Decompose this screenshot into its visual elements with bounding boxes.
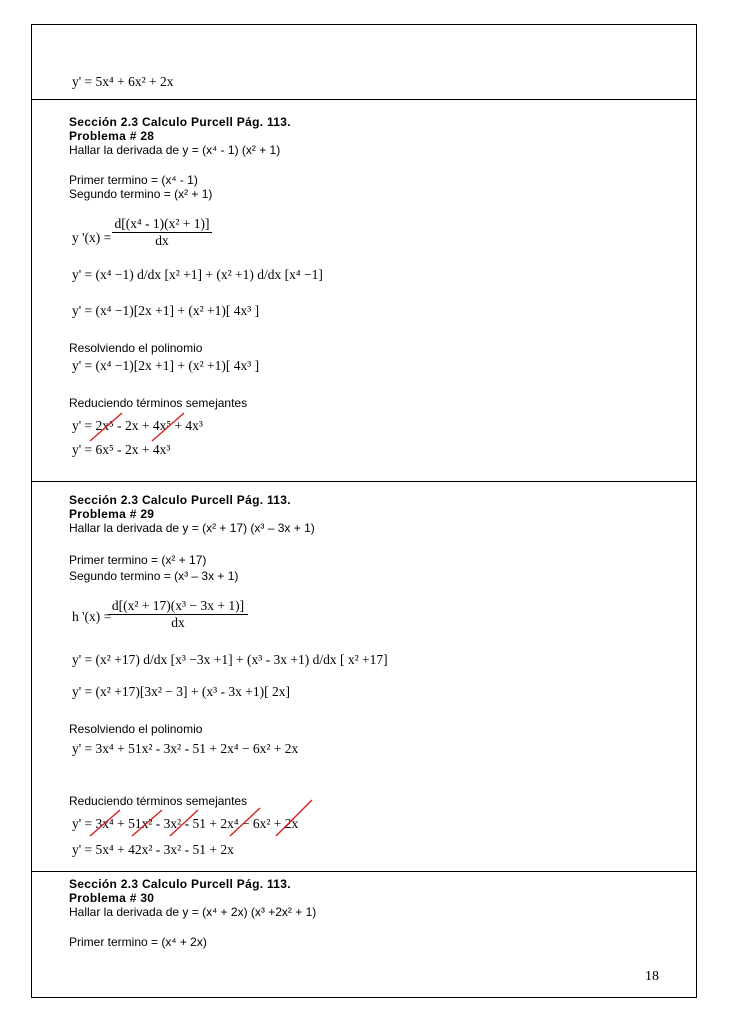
p29-eq5: y' = 3x⁴ + 51x² - 3x² - 51 + 2x⁴ − 6x² + 2x — [72, 816, 299, 831]
p28-eq4: y' = (x⁴ −1)[2x +1] + (x² +1)[ 4x³ ] — [72, 358, 260, 373]
p29-eq4: y' = 3x⁴ + 51x² - 3x² - 51 + 2x⁴ − 6x² + 2x — [72, 741, 299, 756]
p29-eq1-lhs: h '(x) = — [72, 609, 112, 624]
p28-statement: Hallar la derivada de y = (x⁴ - 1) (x² + 1) — [69, 143, 281, 157]
p28-eq1-numerator: d[(x⁴ - 1)(x² + 1)] — [114, 216, 210, 231]
p29-resolviendo: Resolviendo el polinomio — [69, 722, 203, 736]
p28-second-term: Segundo termino = (x² + 1) — [69, 187, 213, 201]
p29-section-title: Sección 2.3 Calculo Purcell Pág. 113. — [69, 493, 291, 507]
p29-problem-number: Problema # 29 — [69, 507, 155, 521]
p28-resolviendo: Resolviendo el polinomio — [69, 341, 203, 355]
p29-eq1-denominator: dx — [108, 614, 248, 631]
p29-first-term: Primer termino = (x² + 17) — [69, 553, 207, 567]
section-divider — [31, 481, 697, 482]
p28-reduciendo: Reduciendo términos semejantes — [69, 396, 248, 410]
p28-eq6: y' = 6x⁵ - 2x + 4x³ — [72, 442, 171, 457]
page-number: 18 — [645, 969, 659, 984]
p29-eq6: y' = 5x⁴ + 42x² - 3x² - 51 + 2x — [72, 842, 234, 857]
section-divider — [31, 871, 697, 872]
p29-eq3: y' = (x² +17)[3x² − 3] + (x³ - 3x +1)[ 2x] — [72, 684, 290, 699]
section-divider — [31, 99, 697, 100]
p28-eq1-denominator: dx — [112, 232, 212, 249]
p29-eq1-fraction — [108, 598, 248, 631]
p30-statement: Hallar la derivada de y = (x⁴ + 2x) (x³ +2x² + 1) — [69, 905, 317, 919]
p28-eq3: y' = (x⁴ −1)[2x +1] + (x² +1)[ 4x³ ] — [72, 303, 260, 318]
p28-eq1-lhs: y '(x) = — [72, 230, 112, 245]
p28-first-term: Primer termino = (x⁴ - 1) — [69, 173, 198, 187]
top-equation: y' = 5x⁴ + 6x² + 2x — [72, 74, 174, 89]
p30-problem-number: Problema # 30 — [69, 891, 155, 905]
p28-eq2: y' = (x⁴ −1) d/dx [x² +1] + (x² +1) d/dx [x⁴ −1] — [72, 267, 323, 282]
p28-eq1-fraction — [112, 216, 212, 249]
p29-second-term: Segundo termino = (x³ – 3x + 1) — [69, 569, 239, 583]
p30-first-term: Primer termino = (x⁴ + 2x) — [69, 935, 207, 949]
p29-statement: Hallar la derivada de y = (x² + 17) (x³ – 3x + 1) — [69, 521, 315, 535]
p29-reduciendo: Reduciendo términos semejantes — [69, 794, 248, 808]
p28-eq5: y' = 2x⁵ - 2x + 4x⁵ + 4x³ — [72, 418, 203, 433]
p29-eq1-numerator: d[(x² + 17)(x³ − 3x + 1)] — [111, 598, 245, 613]
p28-section-title: Sección 2.3 Calculo Purcell Pág. 113. — [69, 115, 291, 129]
p30-section-title: Sección 2.3 Calculo Purcell Pág. 113. — [69, 877, 291, 891]
p28-problem-number: Problema # 28 — [69, 129, 155, 143]
p29-eq2: y' = (x² +17) d/dx [x³ −3x +1] + (x³ - 3x +1) d/dx [ x² +17] — [72, 652, 388, 667]
